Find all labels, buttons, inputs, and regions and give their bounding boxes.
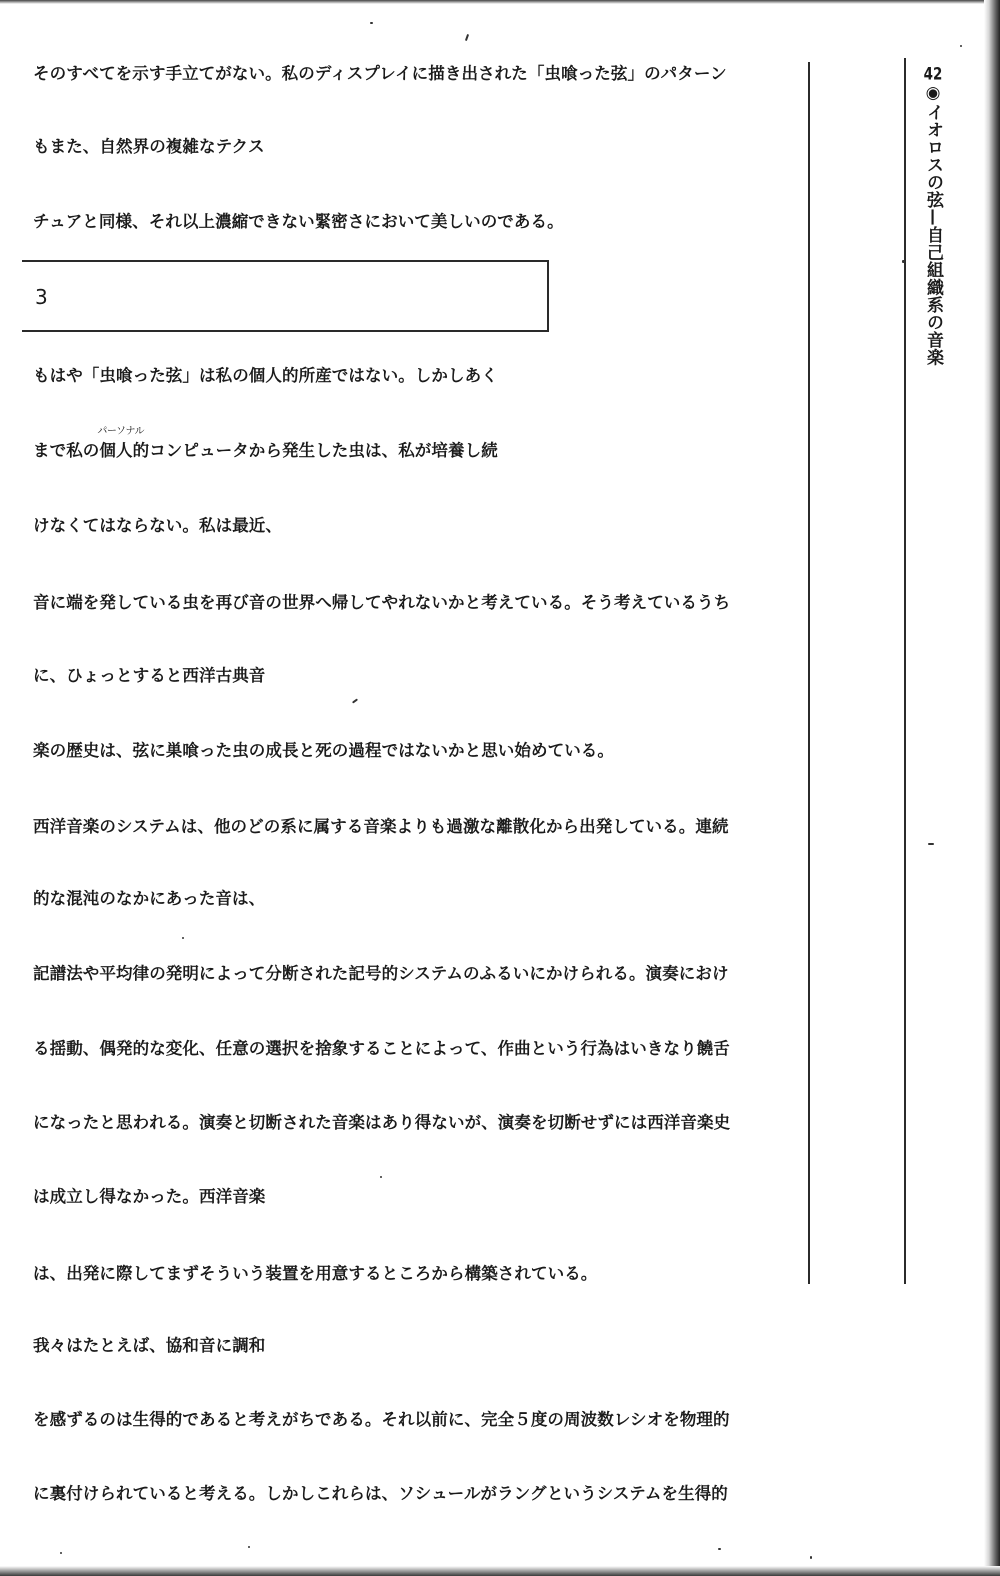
text-line: 楽の歴史は、弦に巣喰った虫の成長と死の過程ではないかと思い始めている。 (33, 741, 614, 760)
scan-speck (248, 1546, 250, 1548)
ruby-reading: パーソナル (97, 426, 145, 437)
text-line: 我々はたとえば、協和音に調和 (33, 1336, 266, 1355)
scan-speck (718, 1548, 721, 1550)
text-line: そのすべてを示す手立てがない。私のディスプレイに描き出された「虫喰った弦」のパターン (33, 64, 727, 83)
text-line: は成立し得なかった。西洋音楽 (33, 1187, 266, 1206)
margin-rule (904, 58, 906, 1284)
text-line: もまた、自然界の複雑なテクス (33, 137, 265, 156)
page-number: 42 (923, 66, 943, 83)
section-number: 3 (35, 285, 48, 309)
ruby-base: 個人 (99, 441, 133, 460)
scan-speck (370, 22, 373, 24)
scan-speck (902, 260, 905, 263)
text-line: チュアと同様、それ以上濃縮できない緊密さにおいて美しいのである。 (33, 212, 564, 231)
scan-speck (380, 1176, 382, 1178)
running-head (918, 66, 946, 366)
bullet-marker: ◉ (923, 83, 943, 104)
scan-speck (810, 1556, 812, 1559)
section-heading-box (22, 260, 549, 332)
scan-speck (960, 45, 962, 47)
text-line: る揺動、偶発的な変化、任意の選択を捨象することによって、作曲という行為はいきなり饒舌 (33, 1039, 730, 1058)
text-line: を感ずるのは生得的であると考えがちである。それ以前に、完全５度の周波数レシオを物理的 (33, 1410, 730, 1429)
scan-speck (182, 937, 184, 939)
scan-edge-right (984, 0, 1000, 1576)
text-line: 的な混沌のなかにあった音は、 (33, 889, 266, 908)
text-line: もはや「虫喰った弦」は私の個人的所産ではない。しかしあく (33, 366, 498, 385)
text-line: に、ひょっとすると西洋古典音 (33, 666, 266, 685)
text-line: になったと思われる。演奏と切断された音楽はあり得ないが、演奏を切断せずには西洋音楽史 (33, 1113, 731, 1132)
text-line: に裏付けられていると考える。しかしこれらは、ソシュールがラングというシステムを生得的 (33, 1484, 728, 1503)
text-line: は、出発に際してまずそういう装置を用意するところから構築されている。 (33, 1264, 598, 1283)
text-line: けなくてはならない。私は最近、 (33, 516, 282, 535)
scan-speck (60, 1552, 62, 1554)
column-rule (808, 62, 810, 1284)
text-line-with-ruby (33, 426, 813, 461)
ruby-annotation (97, 426, 145, 461)
text-line: 音に端を発している虫を再び音の世界へ帰してやれないかと考えている。そう考えているうち (33, 593, 731, 612)
running-head-title: イオロスの弦—自己組織系の音楽 (923, 103, 943, 366)
text-segment: まで私の (33, 441, 100, 460)
scan-speck (928, 843, 934, 845)
text-line: 記譜法や平均律の発明によって分断された記号的システムのふるいにかけられる。演奏におけ (33, 964, 729, 983)
text-line: 西洋音楽のシステムは、他のどの系に属する音楽よりも過激な離散化から出発している。連続 (33, 817, 729, 836)
text-segment: 的コンピュータから発生した虫は、私が培養し続 (132, 441, 498, 460)
